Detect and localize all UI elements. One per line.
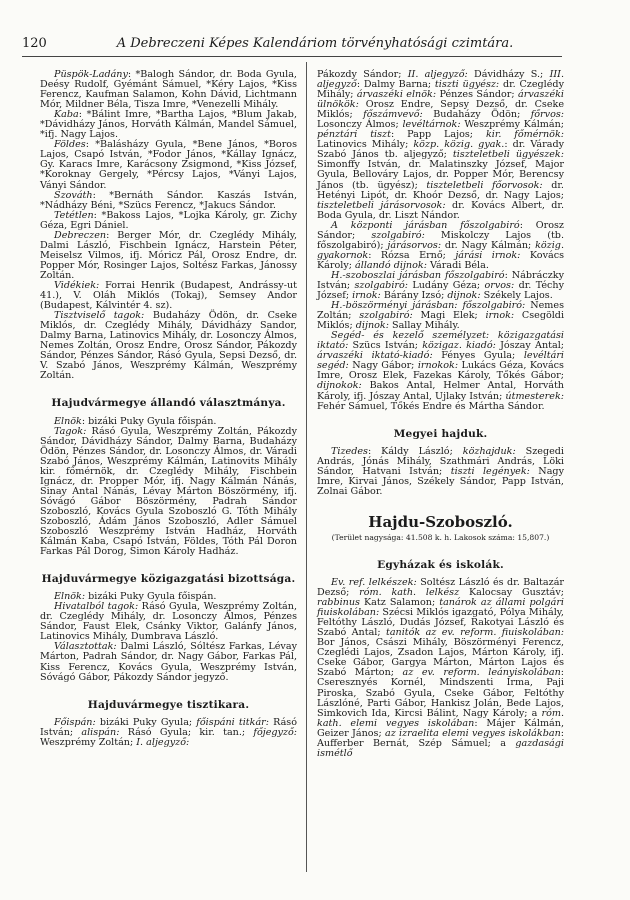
names-text: : *Balogh Sándor, dr. Boda Gyula, Deésy Rudolf, Gyémánt Sámuel, *Kéry Lajos, *Kiss Ferencz, Kaufman Salamon, Kohn Dávid, Lichtmann Mór, Mildner Béla, Tisza Imre, *Venezelli Mihály. bbox=[40, 69, 297, 111]
role-label: főrvos: bbox=[530, 109, 564, 121]
role-label: tiszteletbeli ügyészek: bbox=[452, 149, 564, 161]
names-text: Katz Salamon; bbox=[359, 597, 440, 609]
directory-paragraph bbox=[40, 718, 297, 748]
names-text: Dalmi László, Sóltész Farkas, Lévay Márton, Padrah Sándor, dr. Nagy Gábor, Farkas Pál, Kiss Ferencz, Kovács Gyula, Weszprémy István, Sóvágó Gábor, Pákozdy Sándor jegyző. bbox=[40, 641, 297, 683]
names-text: dr. Hetényi Lipót, dr. Khoór Dezső, dr. Nagy Lajos; bbox=[317, 179, 564, 201]
names-text: Ludány Géza; bbox=[408, 279, 485, 291]
role-label: dijnokok: bbox=[317, 380, 362, 392]
names-text: Szücs István; bbox=[348, 340, 423, 352]
directory-paragraph bbox=[40, 70, 297, 110]
directory-paragraph bbox=[40, 642, 297, 682]
header-rule bbox=[22, 56, 562, 57]
role-label: irnokok: bbox=[417, 360, 459, 372]
role-label: Elnök: bbox=[54, 591, 86, 603]
role-label: az ev. reform. leányiskolában bbox=[402, 667, 561, 679]
names-text: Kovács Károly; bbox=[317, 249, 564, 271]
names-text: Nagy Imre, Kirvai János, Székely Sándor, Papp István, Zolnai Gábor. bbox=[317, 465, 564, 497]
names-text: : bizáki Puky Gyula főispán. bbox=[81, 415, 217, 427]
names-text: Nagy Gábor; bbox=[348, 360, 418, 372]
role-label: Hivatalból tagok: bbox=[54, 601, 139, 613]
names-text: : *Balásházy Gyula, *Bene János, *Boros Lajos, Csapó István, *Fodor János, *Kállay Ignácz, Gy. Karacs Imre, Karácsony Zsigmond, *Kiss József, *Koroknay Gergely, *Pércsy Lajos, *Ványi Lajos, Ványi Sándor. bbox=[40, 139, 297, 191]
role-label: irnok: bbox=[352, 290, 381, 302]
directory-paragraph bbox=[317, 447, 564, 497]
names-text: Bor János, Császi Mihály, Böszörményi Ferencz, Czeglédi Lajos, Zsadon Lajos, Márton Károly, ifj. Cseke Gábor, Gargya Márton, Márton Lajos és Szabó Márton; bbox=[317, 637, 564, 679]
names-text: Csegöldi Miklós; bbox=[317, 310, 565, 332]
names-text: Fényes Gyula; bbox=[432, 350, 524, 362]
directory-paragraph bbox=[317, 271, 564, 301]
names-text: : *Bernáth Sándor. Kaszás István, *Nádházy Béni, *Szücs Ferencz, *Jakucs Sándor. bbox=[40, 189, 297, 211]
role-label: orvos: bbox=[484, 279, 515, 291]
role-label: főjegyző: bbox=[253, 726, 297, 738]
names-text: Magi Elek; bbox=[412, 310, 486, 322]
names-text: : Dalmy Barna; bbox=[356, 79, 435, 91]
directory-paragraph bbox=[40, 140, 297, 190]
names-text: Jószay Antal; bbox=[495, 340, 565, 352]
names-text: : Nábráczky István; bbox=[317, 269, 564, 291]
names-text: Pákozdy Sándor; bbox=[317, 69, 408, 80]
directory-paragraph bbox=[317, 221, 564, 271]
names-text: Forrai Henrik (Budapest, Andrássy-ut 41.), V. Oláh Miklós (Tokaj), Semsey Andor (Budapest, Kálvintér 4. sz). bbox=[40, 279, 297, 312]
directory-paragraph bbox=[317, 70, 564, 221]
names-text: : Papp Lajos; bbox=[390, 129, 486, 141]
role-label: közig. gyakornok bbox=[317, 239, 564, 261]
role-label: I. aljegyző: bbox=[136, 736, 190, 748]
directory-paragraph bbox=[40, 211, 297, 231]
section-heading: Megyei hajduk. bbox=[393, 427, 488, 440]
role-label: Debreczen bbox=[54, 229, 107, 241]
names-text: Pénzes Sándor; bbox=[436, 89, 519, 101]
role-label: tanitók az ev. reform. fiuiskolában: bbox=[385, 627, 564, 639]
role-label: róm. kath. lelkész bbox=[359, 587, 460, 599]
names-text: bizáki Puky Gyula főispán. bbox=[85, 591, 217, 603]
names-text: dr. Téchy József; bbox=[317, 279, 564, 302]
names-text: Latinovics Mihály; bbox=[317, 139, 414, 151]
role-label: járásorvos: bbox=[387, 239, 442, 251]
role-label: Tizedes bbox=[331, 445, 368, 457]
role-label: főszámvevő: bbox=[363, 109, 423, 121]
names-text: : Aufferber Bernát, Szép Sámuel; a bbox=[317, 727, 564, 749]
names-text: : *Bakoss Lajos, *Lojka Károly, gr. Zichy Géza, Egri Dániel. bbox=[40, 209, 297, 231]
role-label: közhajduk: bbox=[462, 445, 516, 457]
role-label: közp. közig. gyak. bbox=[413, 139, 505, 151]
role-label: dijnok: bbox=[447, 290, 481, 302]
names-text: : Berger Mór, dr. Czeglédy Mihály, Dalmi László, Fischbein Ignácz, Harstein Péter, Meiselsz Vilmos, ifj. Móricz Pál, Orosz Endre, dr. Popper Mór, Rosinger Lajos, Soltész Farkas, Jánossy Zoltán. bbox=[40, 229, 297, 281]
names-text: Orosz Endre, Sepsy Dezső, dr. Cseke Miklós; bbox=[317, 99, 564, 121]
names-text: Szegedi András, Jónás Mihály, Szathmári András, Löki Sándor, Hatvani István; bbox=[317, 445, 564, 477]
role-label: II. aljegyző: bbox=[407, 69, 468, 80]
role-label: szolgabiró: bbox=[354, 279, 408, 291]
names-text: : Cseresznyés Kornél, Mindszenti Irma, Paji Piroska, Szabó Gyula, Cseke Gábor, Feltóthy Lászlóné, Parti Gábor, Hankisz Jolán, Bede Lajos, Simkovich Ida, Kircsi Bálint, Nagy Károly; a bbox=[317, 667, 564, 719]
names-text: Budaházy Ödön, dr. Cseke Miklós, dr. Czeglédy Mihály, Dávidházy Sandor, Dalmy Barna, Latinovics Mihály, dr. Losonczy Álmos, Nemes Zoltán, Orosz Endre, Orosz Sándor, Pákozdy Sándor, Pénzes Sándor, Rásó Gyula, Sepsi Dezső, dr. V. Szabó János, Weszprémy Kálmán, Weszprémy Zoltán. bbox=[40, 310, 297, 382]
role-label: tiszteletbeli főorvosok: bbox=[426, 179, 543, 191]
names-text: Rásó Gyula; kir. tan.; bbox=[119, 726, 254, 738]
names-text: Budaházy Ödön; bbox=[422, 109, 531, 121]
role-label: irnok: bbox=[485, 310, 515, 322]
directory-paragraph bbox=[317, 578, 564, 759]
names-text: Bárány Izsó; bbox=[380, 290, 448, 302]
names-text: Rásó Gyula, Weszprémy Zoltán, Pákozdy Sándor, Dávidházy Sándor, Dalmy Barna, Budaházy Ödön, Pénzes Sándor, dr. Losonczy Álmos, dr. Váradi Szabó János, Weszprémy Kálmán, Latinovits Mihály kir. főmérnök, dr. Czeglédy Mihály, Fischbein Ignácz, dr. Propper Mór, ifj. Nagy Kálmán Nánás, Sinay Antal Nánás, Lévay Márton Böszörmény, ifj. Sóvágó Gábor Böszörmény, Padrah Sándor Szoboszló, Kovács Gyula Szoboszló G. Tóth Mihály Szoboszló, Ádám János Szoboszló, Adler Sámuel Szoboszló Weszprémy István Hadház, Horváth Kálmán Kaba, Csapó István, Földes, Tóth Pál Doron Farkas Pál Dorog, Simon Károly Hadház. bbox=[40, 425, 297, 558]
role-label: kir. főmérnök: bbox=[485, 129, 564, 141]
role-label: árvaszéki ülnökök: bbox=[317, 89, 564, 111]
role-label: árvaszéki iktató-kiadó: bbox=[317, 350, 433, 362]
area-population-note: (Terület nagysága: 41.508 k. h. Lakosok száma: 15,807.) bbox=[331, 532, 550, 542]
role-label: szolgabiró: bbox=[359, 310, 413, 322]
role-label: H.-szoboszlai járásban főszolgabiró bbox=[331, 269, 505, 281]
names-text: Losonczy Álmos; bbox=[317, 119, 403, 131]
names-text: Fehér Sámuel, Tőkés Endre és Mártha Sándor. bbox=[317, 400, 545, 412]
directory-paragraph bbox=[317, 331, 564, 411]
role-label: róm. kath. elemi vegyes iskolában bbox=[317, 707, 564, 729]
names-text: : Orosz Sándor; bbox=[317, 219, 564, 241]
names-text: Váradi Béla. bbox=[426, 259, 489, 271]
role-label: Segéd- és kezelő személyzet: közigazgatási iktató: bbox=[317, 330, 564, 352]
role-label: Tetétlen bbox=[54, 209, 94, 221]
role-label: tanárok az állami polgári fiuiskolában: bbox=[317, 597, 564, 619]
section-heading: Hajudvármegye állandó választmánya. bbox=[51, 397, 286, 410]
right-column bbox=[317, 70, 564, 759]
role-label: levéltári segéd: bbox=[317, 350, 564, 372]
directory-paragraph bbox=[40, 602, 297, 642]
role-label: H.-böszörményi járásban: főszolgabiró: bbox=[331, 300, 526, 312]
role-label: Püspök-Ladány bbox=[54, 69, 128, 80]
names-text: Dávidházy S.; bbox=[467, 69, 550, 80]
names-text: Rásó István; bbox=[40, 716, 298, 738]
role-label: pénztári tiszt bbox=[317, 129, 391, 141]
names-text: Szécsi Miklós igazgató, Pólya Mihály, Feltóthy László, Dudás József, Rakotyai László és Szabó Antal; bbox=[317, 607, 564, 639]
section-heading: Hajduvármegye tisztikara. bbox=[87, 698, 250, 711]
role-label: útmesterek: bbox=[505, 390, 564, 402]
directory-paragraph bbox=[317, 301, 564, 331]
directory-paragraph bbox=[40, 311, 297, 381]
directory-paragraph bbox=[40, 191, 297, 211]
names-text: Rásó Gyula, Weszprémy Zoltán, dr. Czeglédy Mihály, dr. Losonczy Álmos, Pénzes Sándor, Faust Elek, Csánky Viktor, Galánfy János, Latinovics Mihály, Dumbrava László. bbox=[40, 601, 297, 643]
names-text: Székely Lajos. bbox=[480, 290, 553, 302]
names-text: : Káldy László; bbox=[367, 445, 463, 457]
names-text: : Májer Kálmán, Geizer János; bbox=[317, 717, 564, 739]
role-label: közigaz. kiadó: bbox=[422, 340, 496, 352]
names-text: Bakos Antal, Helmer Antal, Horváth Károly, ifj. Jószay Antal, Ujlaky István; bbox=[317, 380, 564, 402]
role-label: az izraelita elemi vegyes iskolákban bbox=[384, 727, 561, 739]
section-heading: Hajdu-Szoboszló. bbox=[368, 512, 513, 531]
role-label: alispán: bbox=[81, 726, 120, 738]
directory-paragraph bbox=[40, 427, 297, 558]
names-text: : Rózsa Ernő; bbox=[368, 249, 456, 261]
role-label: Vidékiek: bbox=[54, 279, 100, 291]
column-divider bbox=[306, 62, 307, 872]
directory-paragraph bbox=[40, 110, 297, 140]
names-text: Kalocsay Gusztáv; bbox=[459, 587, 564, 599]
role-label: Kaba bbox=[54, 109, 79, 121]
role-label: Szováth bbox=[54, 189, 93, 201]
page-number: 120 bbox=[22, 36, 47, 51]
role-label: dijnok: bbox=[355, 320, 389, 332]
role-label: szolgabiró: bbox=[371, 229, 425, 241]
running-header-title: A Debreczeni Képes Kalendáriom törvényhatósági czimtára. bbox=[116, 36, 514, 51]
left-column bbox=[40, 70, 297, 748]
role-label: Ev. ref. lelkészek: bbox=[331, 577, 417, 589]
role-label: tiszti ügyész: bbox=[434, 79, 500, 91]
role-label: levéltárnok: bbox=[402, 119, 461, 131]
names-text: bizáki Puky Gyula; bbox=[95, 716, 197, 728]
names-text: Soltész László és dr. Baltazár Dezső; bbox=[317, 577, 564, 599]
section-heading: Egyházak és iskolák. bbox=[377, 558, 504, 571]
role-label: járási irnok: bbox=[455, 249, 521, 261]
role-label: Elnök bbox=[54, 415, 82, 427]
role-label: főispáni titkár: bbox=[196, 716, 269, 728]
role-label: Választottak: bbox=[54, 641, 117, 653]
role-label: Földes bbox=[54, 139, 86, 151]
role-label: tiszti legények: bbox=[450, 465, 530, 477]
directory-paragraph bbox=[40, 281, 297, 311]
role-label: Tagok: bbox=[54, 425, 87, 437]
section-heading: Hajduvármegye közigazgatási bizottsága. bbox=[41, 573, 296, 586]
role-label: tiszteletbeli járásorvosok: bbox=[317, 199, 446, 211]
names-text: dr. Kovács Albert, dr. Boda Gyula, dr. Liszt Nándor. bbox=[317, 199, 564, 221]
names-text: Miskolczy Lajos (tb. főszolgabiró); bbox=[317, 229, 564, 251]
role-label: III. aljegyző bbox=[317, 69, 564, 91]
role-label: gazdasági ismétlő bbox=[317, 737, 564, 759]
names-text: dr. Czeglédy Mihály; bbox=[317, 79, 564, 101]
names-text: : *Bálint Imre, *Bartha Lajos, *Blum Jakab, *Dávidházy János, Horváth Kálmán, Mandel Sámuel, *ifj. Nagy Lajos. bbox=[40, 109, 297, 141]
role-label: árvaszéki elnök: bbox=[356, 89, 437, 101]
role-label: Főispán: bbox=[54, 716, 96, 728]
role-label: Tisztviselő tagok: bbox=[54, 310, 145, 322]
role-label: A központi járásban főszolgabiró bbox=[331, 219, 520, 231]
names-text: Nemes Zoltán; bbox=[317, 300, 565, 322]
names-text: Lukács Géza, Kovács Imre, Orosz Elek, Fazekas Károly, Tőkés Gábor; bbox=[317, 360, 564, 382]
role-label: rabbinus bbox=[317, 597, 360, 609]
names-text: Weszprémy Zoltán; bbox=[40, 736, 137, 748]
names-text: Simonffy István, dr. Malatinszky József, Major Gyula, Bellováry Lajos, dr. Popper Mór, Berencsy János (tb. ügyész); bbox=[317, 159, 564, 191]
names-text: Sallay Mihály. bbox=[388, 320, 460, 332]
names-text: : dr. Várady Szabó János tb. aljegyző; bbox=[317, 139, 564, 161]
directory-paragraph bbox=[40, 231, 297, 281]
role-label: állandó dijnok: bbox=[355, 259, 427, 271]
names-text: dr. Nagy Kálmán; bbox=[441, 239, 536, 251]
names-text: Weszprémy Kálmán; bbox=[460, 119, 564, 131]
